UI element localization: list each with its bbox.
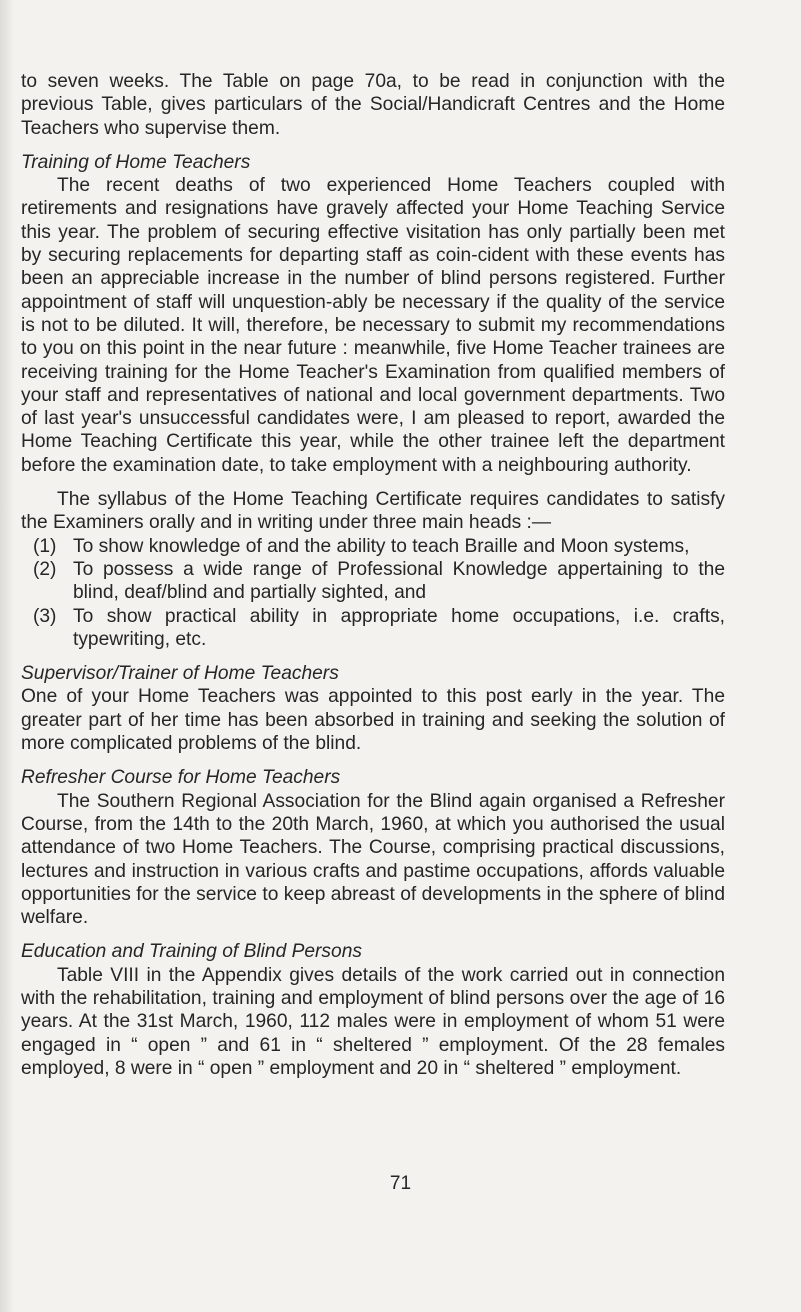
list-item-text: To show knowledge of and the ability to teach Braille and Moon systems,	[73, 535, 690, 557]
list-item-text: To possess a wide range of Professional Knowledge appertaining to the blind, deaf/blind and partially sighted, and	[73, 558, 725, 604]
list-item	[33, 535, 725, 558]
list-item-text: To show practical ability in appropriate home occupations, i.e. crafts, typewriting, etc.	[73, 605, 725, 650]
list-item-number: (2)	[33, 558, 57, 580]
paragraph-training: The recent deaths of two experienced Home Teachers coupled with retirements and resignations have gravely affected your Home Teaching Service this year. The problem of securing effective visitation has only partially been met by securing replacements for departing staff as coin-cident with these events has been an appreciable increase in the number of blind persons registered. Further appointment of staff will unquestion-ably be necessary if the quality of the service is not to be diluted. It will, therefore, be necessary to submit my recommendations to you on this point in the near future : meanwhile, five Home Teacher trainees are receiving training for the Home Teacher's Examination from qualified members of your staff and representatives of national and local government departments. Two of last year's unsuccessful candidates were, I am pleased to report, awarded the Home Teaching Certificate this year, while the other trainee left the department before the examination date, to take employment with a neighbouring authority.	[21, 175, 725, 476]
list-item-number: (1)	[33, 535, 57, 557]
heading-training-of-home-teachers: Training of Home Teachers	[21, 151, 251, 173]
heading-refresher-course: Refresher Course for Home Teachers	[21, 767, 341, 789]
heading-education-and-training: Education and Training of Blind Persons	[21, 941, 362, 963]
paragraph-supervisor: One of your Home Teachers was appointed to this post early in the year. The greater part of her time has been absorbed in training and seeking the solution of more complicated problems of the blind.	[21, 686, 725, 755]
paragraph-refresher: The Southern Regional Association for the Blind again organised a Refresher Course, from the 14th to the 20th March, 1960, at which you authorised the usual attendance of two Home Teachers. The Course, comprising practical discussions, lectures and instruction in various crafts and pastime occupations, affords valuable opportunities for the service to keep abreast of developments in the sphere of blind welfare.	[21, 790, 725, 929]
paragraph-education: Table VIII in the Appendix gives details of the work carried out in connection with the rehabilitation, training and employment of blind persons over the age of 16 years. At the 31st March, 1960, 112 males were in employment of whom 51 were engaged in “ open ” and 61 in “ sheltered ” employment. Of the 28 females employed, 8 were in “ open ” employment and 20 in “ sheltered ” employment.	[21, 964, 725, 1079]
list-item-number: (3)	[33, 605, 57, 627]
page-edge-shadow	[0, 0, 14, 1312]
list-item	[33, 558, 725, 605]
heading-supervisor-trainer: Supervisor/Trainer of Home Teachers	[21, 663, 339, 685]
list-item	[33, 605, 725, 652]
body-text	[21, 70, 725, 1080]
paragraph-syllabus: The syllabus of the Home Teaching Certificate requires candidates to satisfy the Examiners orally and in writing under three main heads :—	[21, 489, 725, 534]
paragraph-continuation: to seven weeks. The Table on page 70a, to be read in conjunction with the previous Table, gives particulars of the Social/Handicraft Centres and the Home Teachers who supervise them.	[21, 71, 725, 139]
page-number: 71	[389, 1173, 412, 1194]
